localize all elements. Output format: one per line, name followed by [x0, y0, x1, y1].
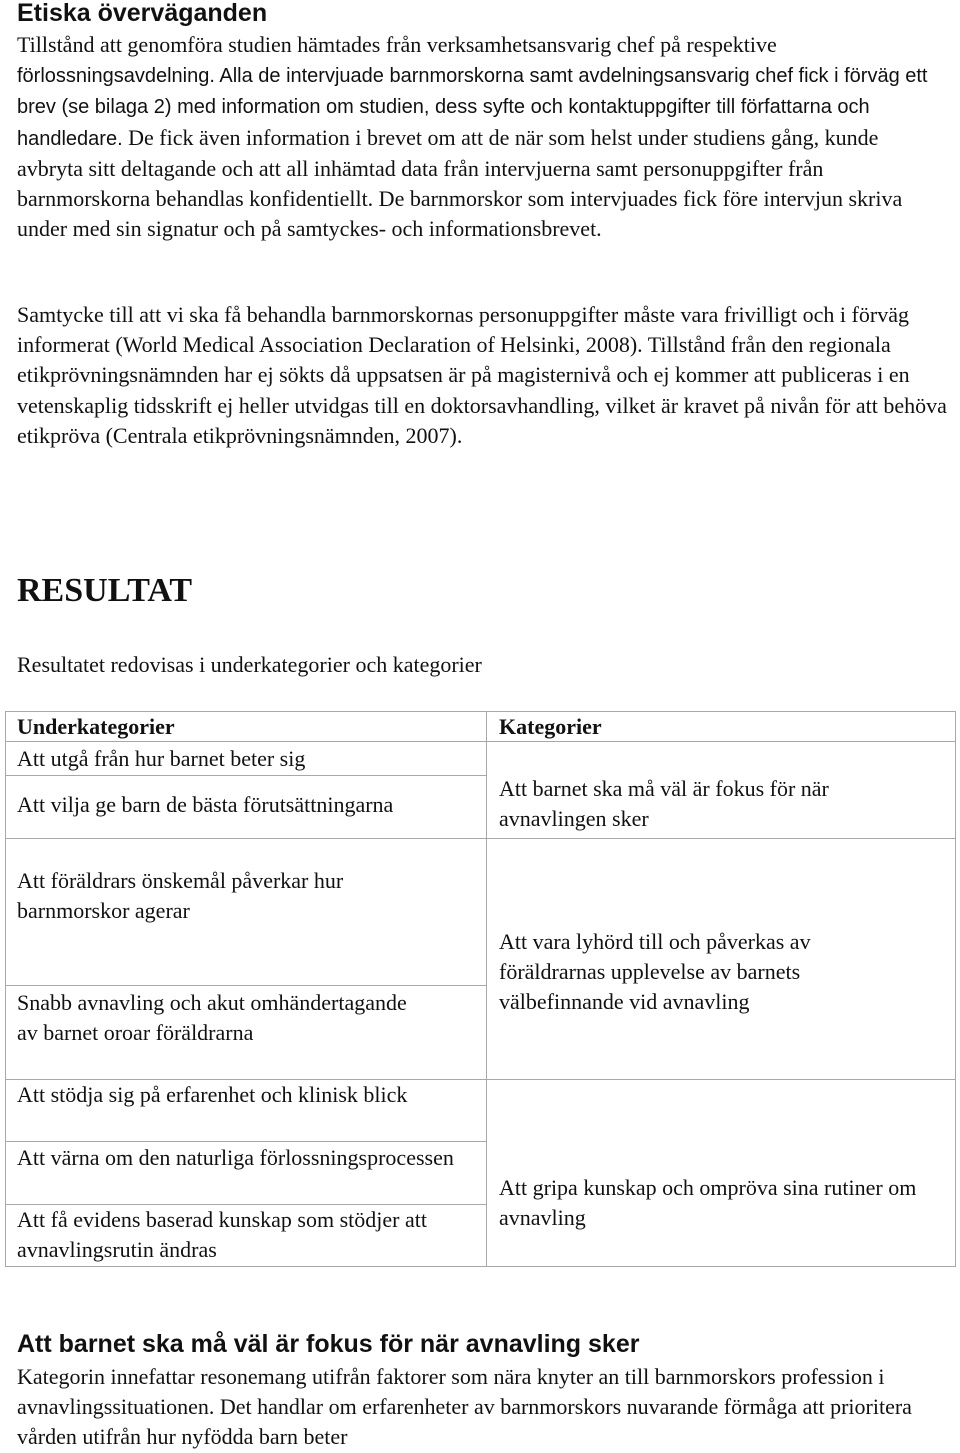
category-table: [5, 711, 956, 1267]
row-line: [486, 838, 956, 839]
subcategory-item: Snabb avnavling och akut omhändertagande av barnet oroar föräldrarna: [17, 990, 407, 1046]
results-heading: RESULTAT: [17, 572, 193, 609]
subcategory-item: Att utgå från hur barnet beter sig: [17, 746, 306, 771]
row-line: [5, 985, 487, 986]
ethics-text-1a: Tillstånd att genomföra studien hämtades från verksamhetsansvarig chef på respektive: [17, 32, 777, 57]
subcategory-item: Att stödja sig på erfarenhet och klinisk blick: [17, 1082, 408, 1107]
table-border-bottom: [5, 1266, 956, 1267]
row-line: [5, 1141, 487, 1142]
results-intro: Resultatet redovisas i underkategorier och kategorier: [17, 652, 482, 677]
table-border-right: [955, 711, 956, 1267]
subcategory-item: Att värna om den naturliga förlossningsprocessen: [17, 1145, 454, 1170]
subcategory-item: Att få evidens baserad kunskap som stödjer att avnavlingsrutin ändras: [17, 1207, 427, 1263]
table-border-left: [5, 711, 6, 1267]
subcategory-item: Att föräldrars önskemål påverkar hur barnmorskor agerar: [17, 868, 344, 924]
subcategory-item: Att vilja ge barn de bästa förutsättningarna: [17, 792, 394, 817]
category-paragraph: Kategorin innefattar resonemang utifrån faktorer som nära knyter an till barnmorskors profession i avnavlingssituationen. Det handlar om erfarenheter av barnmorskors nuvarande förmåga att prioritera vården utifrån hur nyfödda barn beter: [17, 1364, 912, 1450]
ethics-paragraph-1: [17, 30, 947, 244]
row-line: [5, 775, 487, 776]
table-header-subcategories: Underkategorier: [17, 714, 175, 739]
row-line: [486, 1079, 956, 1080]
category-heading: Att barnet ska må väl är fokus för när avnavling sker: [17, 1330, 640, 1358]
category-item: Att vara lyhörd till och påverkas av föräldrarnas upplevelse av barnets välbefinnande vid avnavling: [499, 929, 811, 1015]
ethics-paragraph-2: Samtycke till att vi ska få behandla barnmorskornas personuppgifter måste vara frivilligt och i förväg informerat (World Medical Association Declaration of Helsinki, 2008). Tillstånd från den regionala etikprövningsnämnden har ej sökts då uppsatsen är på magisternivå och ej kommer att publiceras i en vetenskaplig tidsskrift ej heller utvidgas till en doktorsavhandling, vilket är kravet på nivån för att behöva etikpröva (Centrala etikprövningsnämnden, 2007).: [17, 302, 947, 448]
category-item: Att barnet ska må väl är fokus för när avnavlingen sker: [499, 776, 829, 832]
table-column-divider: [486, 711, 487, 1267]
row-line: [5, 838, 487, 839]
table-header-categories: Kategorier: [499, 714, 602, 739]
ethics-text-1b: förlossningsavdelning. Alla de intervjuade barnmorskorna samt avdelningsansvarig chef fick i förväg ett brev (se bilaga 2) med information om studien, dess syfte och kontaktuppgifter till författarna och handledare.: [17, 65, 928, 150]
section-heading-ethics: Etiska överväganden: [17, 0, 268, 27]
ethics-text-1c: De fick även information i brevet om att de när som helst under studiens gång, kunde avbryta sitt deltagande och att all inhämtad data från intervjuerna samt personuppgifter från barnmorskorna behandlas konfidentiellt. De barnmorskor som intervjuades fick före intervjun skriva under med sin signatur och på samtyckes- och informationsbrevet.: [17, 124, 903, 242]
category-item: Att gripa kunskap och ompröva sina rutiner om avnavling: [499, 1175, 917, 1231]
